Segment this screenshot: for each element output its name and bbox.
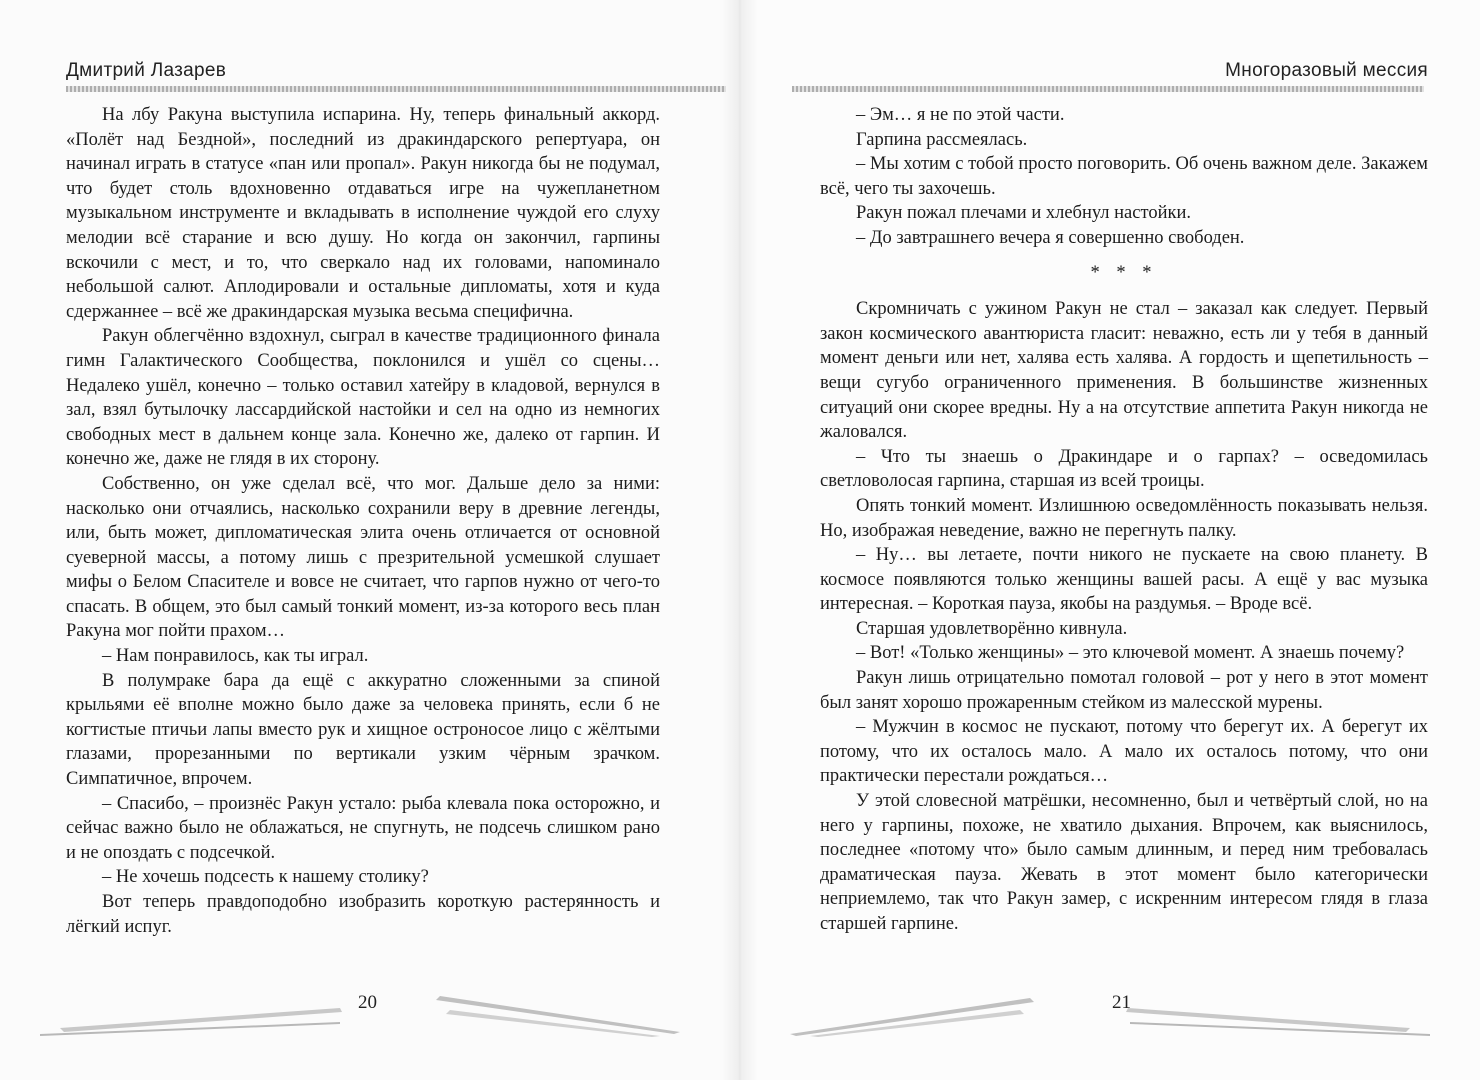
paragraph: У этой словесной матрёшки, несомненно, был и четвёртый слой, но на него у гарпины, похоже, не хватило дыхания. Впрочем, как выяснилось, последнее «потому что» было самым длинным, и перед ним требовалась драматическая пауза. Жевать в этот момент было категорически неприемлемо, так что Ракун замер, с искренним интересом глядя в глаза старшей гарпине. (820, 791, 1428, 934)
paragraph: – Мы хотим с тобой просто поговорить. Об очень важном деле. Закажем всё, чего ты захочешь. (820, 154, 1428, 199)
paragraph: Ракун облегчённо вздохнул, сыграл в качестве традиционного финала гимн Галактического Сообщества, поклонился и ушёл со сцены… Недалеко ушёл, конечно – только оставил хатейру в кладовой, вернулся в зал, взял бутылочку лассардийской настойки и сел на одно из немногих свободных мест в дальнем конце зала. Конечно же, далеко от гарпин. И конечно же, даже не глядя в их сторону. (66, 326, 660, 470)
page-number: 20 (358, 992, 377, 1013)
paragraph: – Ну… вы летаете, почти никого не пускаете на свою планету. В космосе появляются только женщины вашей расы. А ещё у вас музыка интересная. – Короткая пауза, якобы на раздумья. – Вроде всё. (820, 545, 1428, 615)
paragraph: – Мужчин в космос не пускают, потому что берегут их. А берегут их потому, что их осталось мало. А мало их осталось потому, что они практически перестали рождаться… (820, 717, 1428, 787)
right-page-text (820, 103, 1428, 937)
running-header-author: Дмитрий Лазарев (66, 60, 227, 81)
paragraph: В полумраке бара да ещё с аккуратно сложенными за спиной крыльями её вполне можно было даже за человека принять, если б не когтистые птичьи лапы вместо рук и хищное остроносое лицо с жёлтыми глазами, прорезанными по вертикали узким чёрным зрачком. Симпатичное, впрочем. (66, 670, 660, 790)
paragraph: Вот теперь правдоподобно изобразить короткую растерянность и лёгкий испуг. (66, 892, 660, 937)
paragraph: – Нам понравилось, как ты играл. (102, 646, 369, 667)
right-page (740, 0, 1480, 1080)
paragraph: – Вот! «Только женщины» – это ключевой момент. А знаешь почему? (856, 643, 1405, 664)
paragraph: – Не хочешь подсесть к нашему столику? (102, 867, 429, 888)
paragraph: Ракун лишь отрицательно помотал головой – рот у него в этот момент был занят хорошо прожаренным стейком из малесской мурены. (820, 668, 1428, 713)
paragraph: Опять тонкий момент. Излишнюю осведомлённость показывать нельзя. Но, изображая неведение, важно не перегнуть палку. (820, 495, 1428, 541)
paragraph: Скромничать с ужином Ракун не стал – заказал как следует. Первый закон космического авантюриста гласит: неважно, есть ли у тебя в данный момент деньги или нет, халява есть халява. А гордость и щепетильность – вещи сугубо ограниченного применения. В большинстве жизненных ситуаций они скорее вредны. Ну а на отсутствие аппетита Ракун никогда не жаловался. (820, 299, 1428, 443)
paragraph: – До завтрашнего вечера я совершенно свободен. (856, 227, 1245, 248)
paragraph: – Спасибо, – произнёс Ракун устало: рыба клевала пока осторожно, и сейчас важно было не облажаться, не спугнуть, не подсечь слишком рано и не опоздать с подсечкой. (66, 793, 660, 863)
footer-ornament (790, 988, 1430, 1038)
book-gutter (722, 0, 758, 1080)
paragraph: Старшая удовлетворённо кивнула. (856, 618, 1128, 639)
paragraph: Собственно, он уже сделал всё, что мог. Дальше дело за ними: насколько они отчаялись, насколько сохранили веру в древние легенды, или, быть может, дипломатическая элита очень отличается от основной суеверной массы, а потому лишь с презрительной усмешкой слушает мифы о Белом Спасителе и вовсе не считает, что гарпов нужно от чего-то спасать. В общем, это был самый тонкий момент, из-за которого весь план Ракуна мог пойти прахом… (66, 473, 660, 642)
left-page-text (66, 103, 660, 939)
running-header-title: Многоразовый мессия (1225, 60, 1428, 81)
section-break: * * * (1090, 262, 1158, 283)
paragraph: – Что ты знаешь о Дракиндаре и о гарпах? – осведомилась светловолосая гарпина, старшая из всей троицы. (820, 446, 1428, 492)
paragraph: На лбу Ракуна выступила испарина. Ну, теперь финальный аккорд. «Полёт над Бездной», последний из дракиндарского репертуара, он начинал играть в статусе «пан или пропал». Ракун никогда бы не подумал, что будет столь вдохновенно отдаваться игре на чужепланетном музыкальном инструменте и вкладывать в исполнение чуждой его слуху мелодии всё старание и всю душу. Но когда он закончил, гарпины вскочили с мест, и то, что сверкало над их головами, напоминало небольшой салют. Аплодировали и остальные дипломаты, хотя и куда сдержаннее – всё же дракиндарская музыка весьма специфична. (66, 105, 660, 322)
page-number: 21 (1112, 992, 1131, 1013)
header-rule (792, 86, 1424, 92)
paragraph: Гарпина рассмеялась. (856, 129, 1028, 150)
paragraph: – Эм… я не по этой части. (856, 105, 1065, 125)
paragraph: Ракун пожал плечами и хлебнул настойки. (856, 203, 1191, 224)
header-rule (66, 86, 726, 92)
